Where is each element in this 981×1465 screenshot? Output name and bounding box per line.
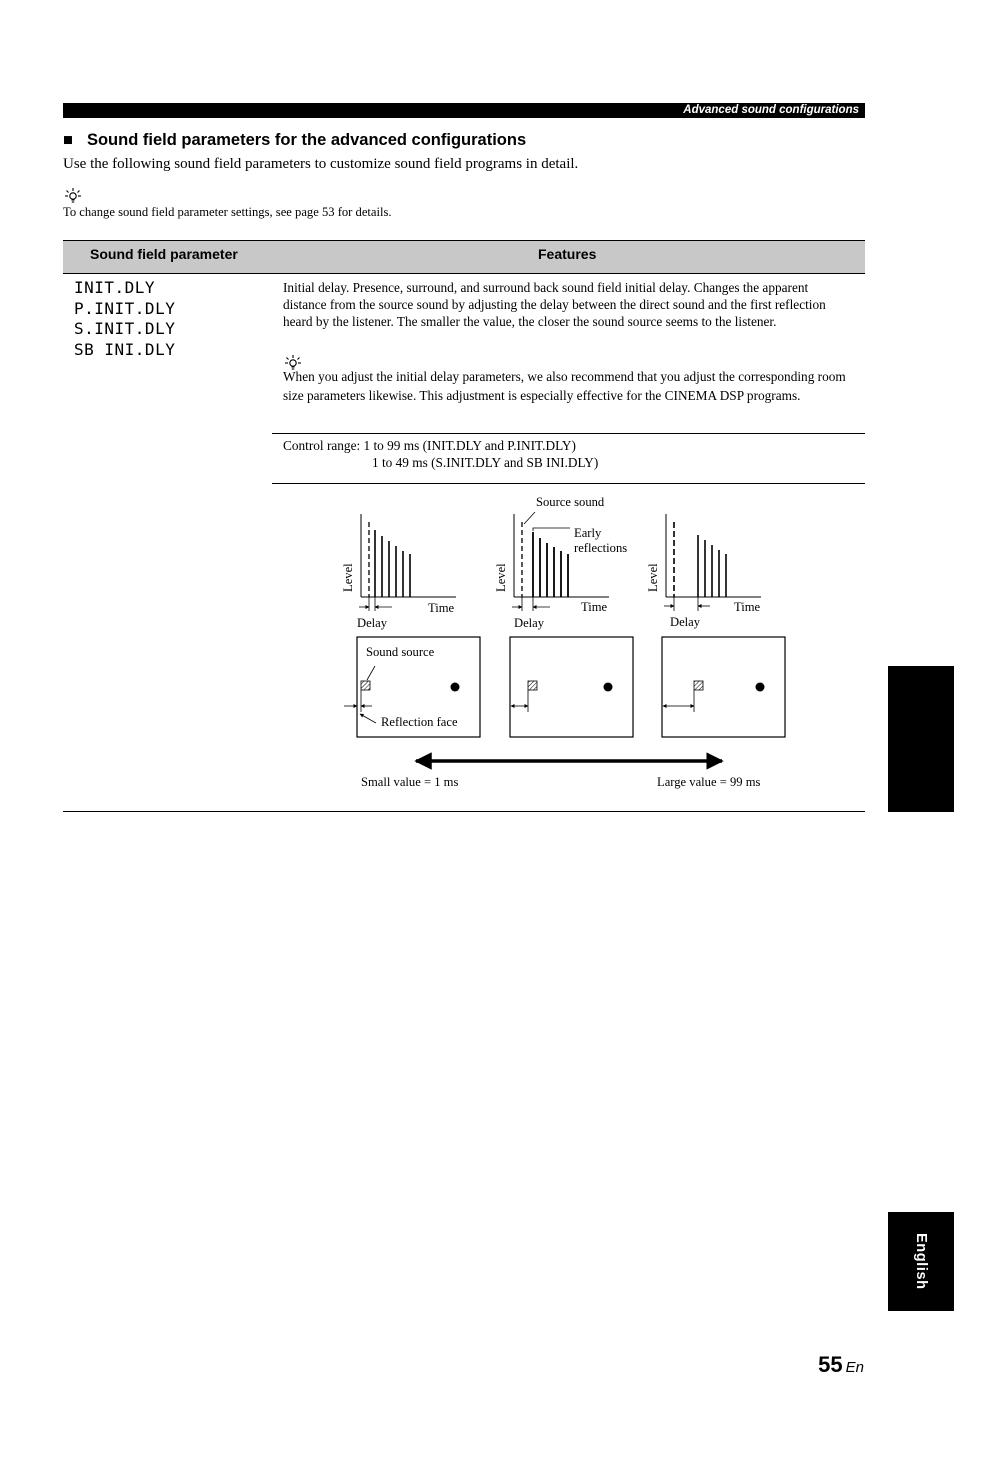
control-range: [283, 438, 598, 472]
section-title-text: Sound field parameters for the advanced configurations: [86, 131, 527, 149]
graph-large-delay: [664, 514, 761, 611]
row-divider-2: [272, 483, 865, 484]
feature-note: When you adjust the initial delay parameters, we also recommend that you adjust the corresponding room size parameters likewise. This adjustment is especially effective for the CINEMA DSP programs.: [283, 369, 846, 403]
header-title: Advanced sound configurations: [683, 104, 859, 116]
graph3-level-label: Level: [646, 563, 660, 592]
intro-text: Use the following sound field parameters to customize sound field programs in detail.: [63, 156, 579, 172]
table-bottom-rule: [63, 811, 865, 812]
param-init-dly: INIT.DLY: [74, 278, 156, 297]
side-tab-advanced-operation[interactable]: [888, 651, 981, 827]
side-tab-english-label: English: [913, 1233, 929, 1290]
feature-description: Initial delay. Presence, surround, and surround back sound field initial delay. Changes the apparent distance from the source sound by adjusting the delay between the direct sound and the first reflection heard by the listener. The smaller the value, the closer the sound source seems to the listener.: [283, 280, 826, 329]
reflection-face-label: Reflection face: [381, 715, 458, 729]
source-sound-label: Source sound: [536, 495, 605, 509]
early-reflections-label-2: reflections: [574, 541, 628, 555]
tip-text: To change sound field parameter settings, see page 53 for details.: [63, 205, 392, 219]
table-header: [63, 241, 865, 274]
header-bar: [63, 103, 865, 118]
early-reflections-label-1: Early: [574, 526, 602, 540]
param-sb-ini-dly: SB INI.DLY: [74, 340, 176, 360]
room-box-medium: [510, 637, 633, 737]
page-language-suffix: En: [845, 1359, 864, 1376]
section-bullet: ■: [63, 131, 73, 149]
sound-source-label: Sound source: [366, 645, 435, 659]
param-s-init-dly: S.INIT.DLY: [74, 319, 176, 339]
graph1-level-label: Level: [341, 563, 355, 592]
large-value-label: Large value = 99 ms: [657, 775, 761, 789]
section-title: [63, 131, 526, 150]
small-value-label: Small value = 1 ms: [361, 775, 459, 789]
graph1-delay-label: Delay: [357, 616, 388, 630]
side-tab-advanced-line2: OPERATION: [965, 736, 981, 827]
side-tab-english[interactable]: [888, 1212, 954, 1311]
graph-small-delay: [359, 514, 456, 611]
page-number: [818, 1352, 864, 1378]
table-header-rule: [63, 273, 865, 274]
parameter-list: [74, 278, 175, 361]
tip-lightbulb-icon: [64, 187, 82, 203]
graph2-level-label: Level: [494, 563, 508, 592]
graph2-time-label: Time: [581, 600, 608, 614]
initial-delay-diagram: [330, 490, 810, 800]
graph3-delay-label: Delay: [670, 615, 701, 629]
page-number-value: 55: [818, 1352, 843, 1377]
param-p-init-dly: P.INIT.DLY: [74, 298, 176, 318]
row-divider-1: [272, 433, 865, 434]
col-header-parameter: Sound field parameter: [90, 246, 238, 262]
graph3-time-label: Time: [734, 600, 761, 614]
side-tab-advanced-line1: ADVANCED: [965, 651, 981, 737]
control-range-line2: 1 to 49 ms (S.INIT.DLY and SB INI.DLY): [372, 454, 599, 470]
control-range-line1: Control range: 1 to 99 ms (INIT.DLY and P.INIT.DLY): [283, 438, 576, 453]
graph2-delay-label: Delay: [514, 616, 545, 630]
graph1-time-label: Time: [428, 601, 455, 615]
col-header-features: Features: [538, 246, 597, 262]
room-box-large: [662, 637, 785, 737]
